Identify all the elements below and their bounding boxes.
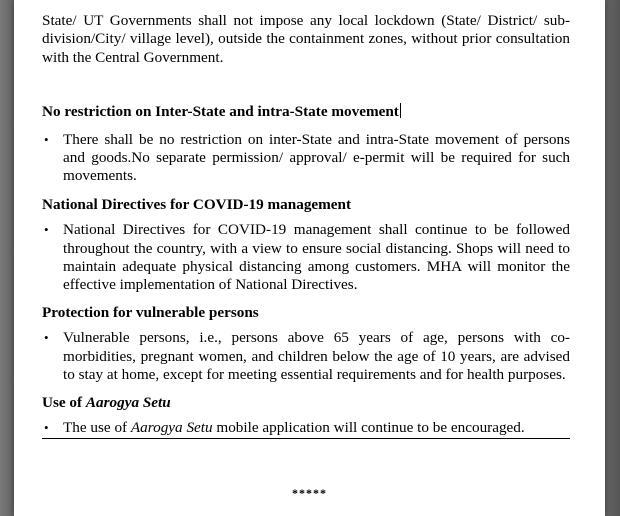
bullet-list [42,221,570,295]
list-item-text: National Directives for COVID-19 management shall continue to be followed throughout the country, with a view to ensure social distancing. Shops will need to maintain adequate physical distancing among customers. MHA will monitor the effective implementation of National Directives. [63,221,570,294]
list-item [42,419,570,439]
section-heading: National Directives for COVID-19 management [42,195,352,213]
list-item-text: Vulnerable persons, i.e., persons above 65 years of age, persons with co-morbidities, pregnant women, and children below the age of 10 years, are advised to stay at home, except for meeting essential requirements and for health purposes. [63,329,570,384]
page-content [42,12,570,439]
text-cursor [400,103,401,118]
item-prefix: The use of [63,418,131,436]
item-app-name: Aarogya Setu [130,418,213,436]
bullet-icon: • [44,330,49,346]
bullet-icon: • [44,131,49,147]
bullet-icon: • [44,222,49,238]
end-mark: ***** [292,486,327,500]
section-heading [42,394,570,412]
bullet-list [42,329,570,384]
list-item [42,329,570,384]
section-inter-state-movement [42,103,570,186]
section-national-directives [42,196,570,295]
heading-prefix: Use of [42,393,86,411]
bullet-list [42,131,570,186]
list-item [42,221,570,295]
section-aarogya-setu [42,394,570,440]
section-vulnerable-persons [42,304,570,385]
list-item [42,131,570,186]
bullet-icon: • [44,419,49,435]
list-item-text: There shall be no restriction on inter-State and intra-State movement of persons and goods.No separate permission/ approval/ e-permit will be required for such movements. [63,130,570,185]
item-suffix: mobile application will continue to be encouraged. [212,418,525,436]
section-heading: Protection for vulnerable persons [42,303,259,321]
heading-app-name: Aarogya Setu [85,393,171,411]
section-heading [42,103,570,121]
section-heading-text: No restriction on Inter-State and intra-State movement [42,103,399,121]
intro-paragraph: State/ UT Governments shall not impose any local lockdown (State/ District/ sub-division/City/ village level), outside the containment zones, without prior consultation with the Central Government. [42,12,570,66]
document-page[interactable] [14,0,605,516]
bullet-list [42,419,570,439]
